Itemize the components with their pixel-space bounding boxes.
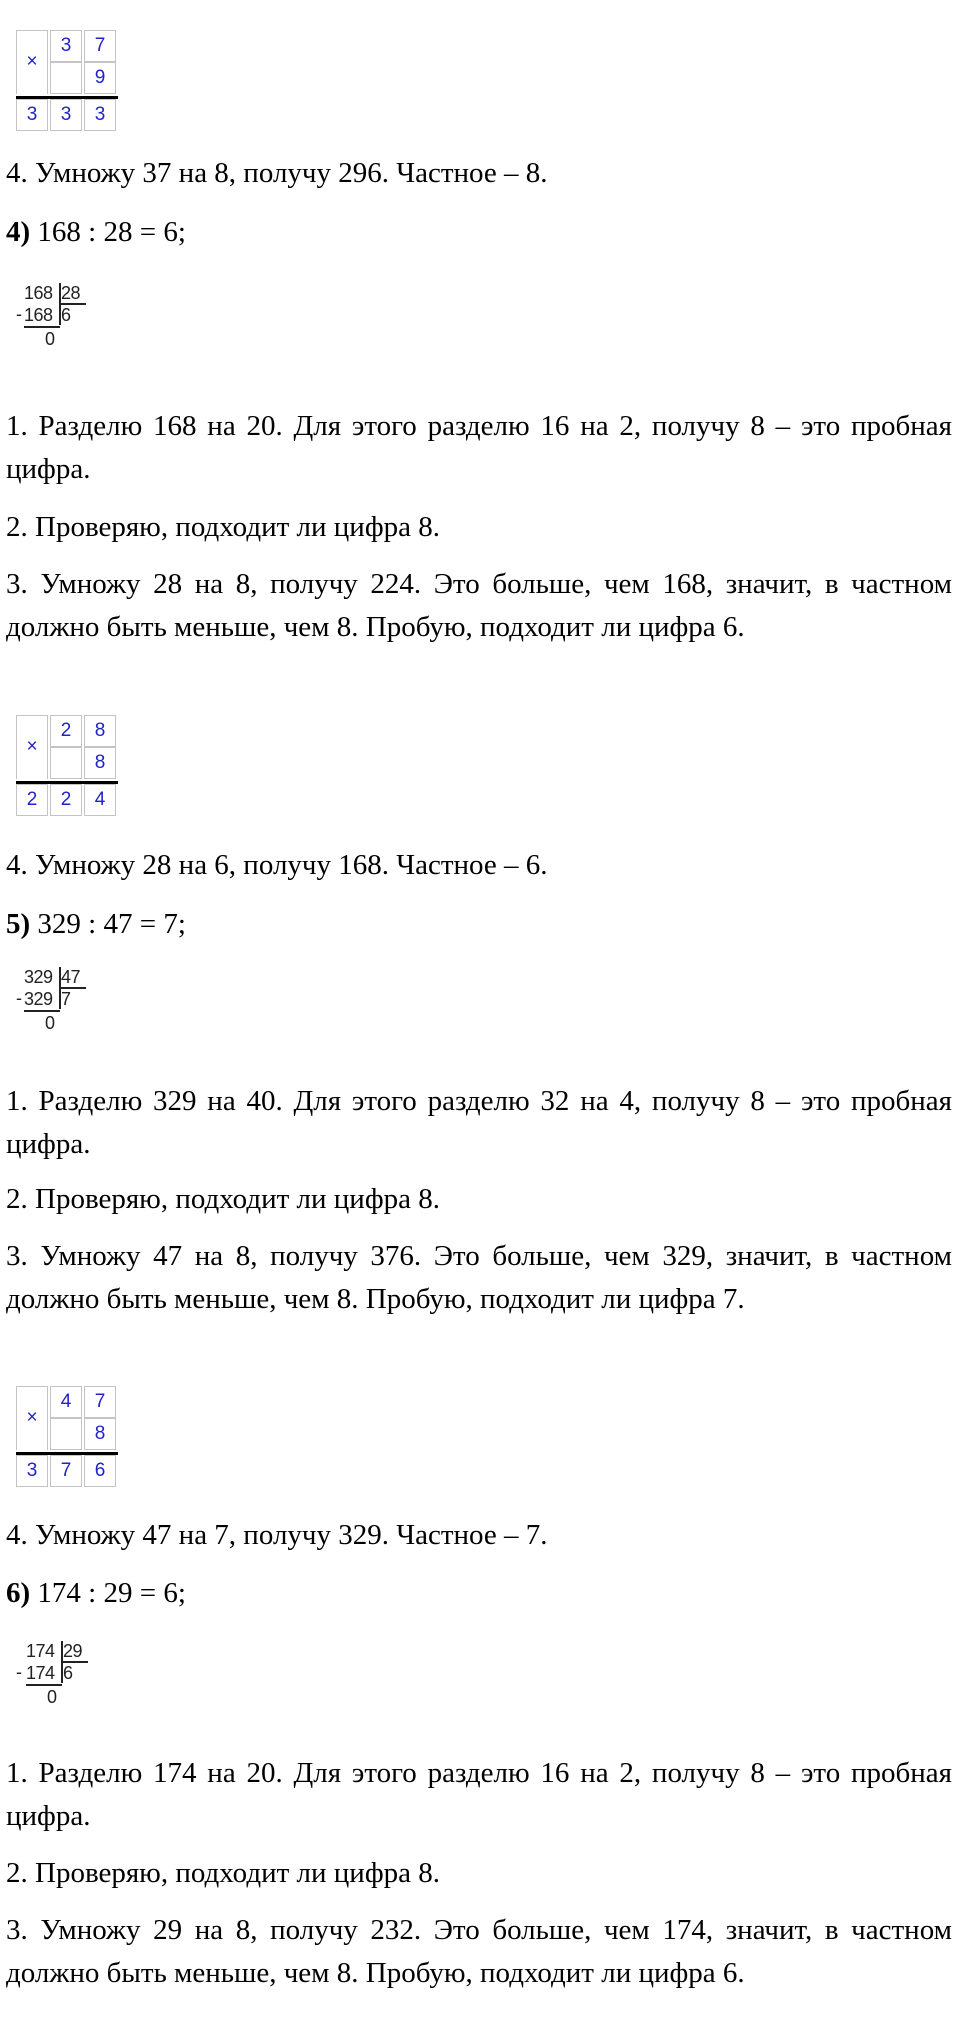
step-text: 3. Умножу 47 на 8, получу 376. Это больше, чем 329, значит, в частном должно быть меньше, чем 8. Пробую, подходит ли цифра 7. [6, 1240, 952, 1315]
grid-cell: 7 [50, 1455, 82, 1487]
step-text: 1. Разделю 329 на 40. Для этого разделю 32 на 4, получу 8 – это пробная цифра. [6, 1085, 952, 1160]
step-text: 1. Разделю 168 на 20. Для этого разделю 16 на 2, получу 8 – это пробная цифра. [6, 410, 952, 485]
minus-sign: - [16, 988, 22, 1008]
task-number: 4) [6, 216, 31, 248]
grid-cell: 9 [84, 62, 116, 94]
task-expression: 329 : 47 = 7; [30, 908, 186, 940]
grid-cell: 8 [84, 1418, 116, 1450]
grid-cell: 3 [84, 99, 116, 131]
step-text: 1. Разделю 174 на 20. Для этого разделю 16 на 2, получу 8 – это пробная цифра. [6, 1757, 952, 1832]
quotient: 6 [63, 1663, 73, 1683]
grid-cell: 4 [50, 1386, 82, 1418]
divisor: 47 [61, 967, 81, 987]
step-text: 2. Проверяю, подходит ли цифра 8. [6, 1857, 440, 1889]
minus-sign: - [16, 1662, 22, 1682]
quotient: 7 [61, 989, 71, 1009]
step-text: 2. Проверяю, подходит ли цифра 8. [6, 511, 440, 543]
step-text: 3. Умножу 29 на 8, получу 232. Это больше, чем 174, значит, в частном должно быть меньше, чем 8. Пробую, подходит ли цифра 6. [6, 1914, 952, 1989]
remainder: 0 [47, 1687, 57, 1707]
long-division [14, 281, 104, 371]
task-number: 6) [6, 1577, 31, 1609]
divisor: 29 [63, 1641, 83, 1661]
task-expression: 168 : 28 = 6; [30, 216, 186, 248]
product: 329 [24, 989, 53, 1009]
grid-cell: 3 [16, 99, 48, 131]
task-number: 5) [6, 908, 31, 940]
task-heading [6, 1572, 952, 1615]
times-sign: × [16, 715, 48, 779]
step-text: 4. Умножу 37 на 8, получу 296. Частное – 8. [6, 157, 548, 189]
long-division [14, 1639, 104, 1729]
grid-cell: 7 [84, 1386, 116, 1418]
dividend: 168 [24, 283, 53, 303]
grid-cell: 8 [84, 747, 116, 779]
task-heading [6, 211, 952, 254]
grid-cell: 3 [50, 99, 82, 131]
dividend: 329 [24, 967, 53, 987]
remainder: 0 [45, 329, 55, 349]
grid-cell: 2 [50, 784, 82, 816]
quotient: 6 [61, 305, 71, 325]
remainder: 0 [45, 1013, 55, 1033]
product-underline [24, 326, 60, 328]
dividend: 174 [26, 1641, 55, 1661]
grid-cell: 7 [84, 30, 116, 62]
grid-cell: 6 [84, 1455, 116, 1487]
step-text: 4. Умножу 47 на 7, получу 329. Частное – 7. [6, 1519, 548, 1551]
product: 168 [24, 305, 53, 325]
multiplication-grid [16, 1386, 118, 1488]
grid-cell: 8 [84, 715, 116, 747]
multiplication-grid [16, 715, 118, 817]
product: 174 [26, 1663, 55, 1683]
minus-sign: - [16, 304, 22, 324]
grid-cell: 3 [16, 1455, 48, 1487]
grid-cell: 2 [16, 784, 48, 816]
multiplication-grid [16, 30, 118, 132]
product-underline [26, 1684, 62, 1686]
product-underline [24, 1010, 60, 1012]
task-heading [6, 903, 952, 946]
step-text: 2. Проверяю, подходит ли цифра 8. [6, 1183, 440, 1215]
step-text: 4. Умножу 28 на 6, получу 168. Частное – 6. [6, 849, 548, 881]
step-text: 3. Умножу 28 на 8, получу 224. Это больше, чем 168, значит, в частном должно быть меньше, чем 8. Пробую, подходит ли цифра 6. [6, 568, 952, 643]
times-sign: × [16, 30, 48, 94]
times-sign: × [16, 1386, 48, 1450]
grid-cell: 4 [84, 784, 116, 816]
grid-cell [50, 1418, 82, 1450]
grid-cell [50, 62, 82, 94]
grid-cell: 2 [50, 715, 82, 747]
divisor: 28 [61, 283, 81, 303]
task-expression: 174 : 29 = 6; [30, 1577, 186, 1609]
long-division [14, 965, 104, 1055]
grid-cell: 3 [50, 30, 82, 62]
grid-cell [50, 747, 82, 779]
